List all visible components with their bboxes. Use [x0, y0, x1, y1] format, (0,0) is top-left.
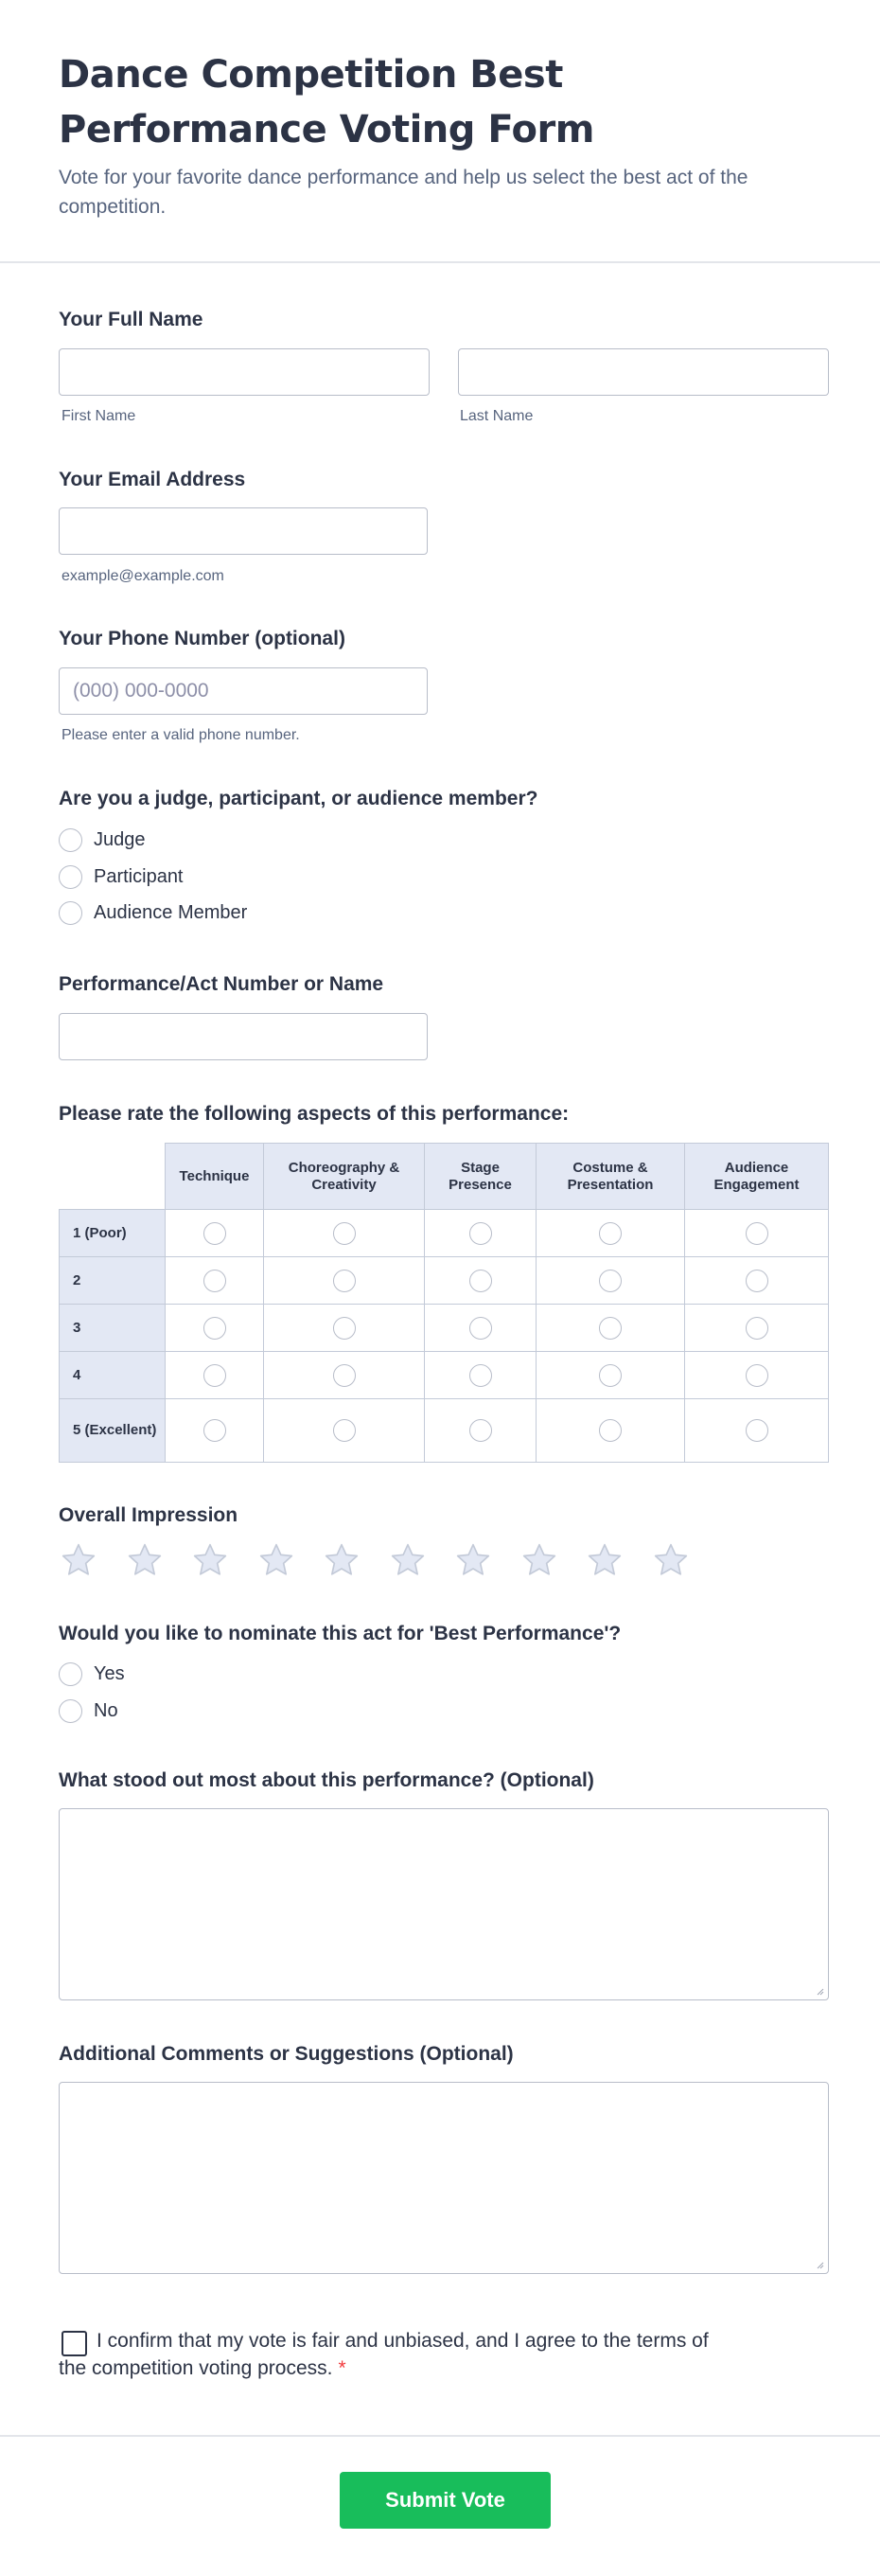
- consent-label: I confirm that my vote is fair and unbiased, and I agree to the terms of the competition voting process.: [59, 2330, 709, 2379]
- star-icon[interactable]: [453, 1541, 493, 1579]
- phone-label: Your Phone Number (optional): [59, 628, 345, 649]
- star-icon[interactable]: [651, 1541, 691, 1579]
- matrix-radio[interactable]: [203, 1270, 226, 1292]
- matrix-cell[interactable]: [264, 1210, 425, 1257]
- radio-label: Audience Member: [94, 902, 248, 923]
- star-icon[interactable]: [519, 1541, 559, 1579]
- matrix-radio[interactable]: [746, 1364, 768, 1387]
- phone-sublabel: Please enter a valid phone number.: [62, 727, 300, 743]
- matrix-cell[interactable]: [685, 1257, 829, 1305]
- matrix-col-stage-presence: Stage Presence: [425, 1144, 537, 1210]
- resize-grip-icon[interactable]: [815, 1986, 824, 1996]
- consent-text: [59, 2327, 740, 2382]
- matrix-radio[interactable]: [333, 1270, 356, 1292]
- matrix-cell[interactable]: [425, 1210, 537, 1257]
- matrix-col-costume: Costume & Presentation: [537, 1144, 685, 1210]
- act-label: Performance/Act Number or Name: [59, 973, 384, 995]
- star-icon[interactable]: [59, 1541, 98, 1579]
- phone-input[interactable]: [59, 667, 428, 715]
- matrix-cell[interactable]: [425, 1305, 537, 1352]
- matrix-row-2: [60, 1257, 829, 1305]
- first-name-sublabel: First Name: [62, 408, 136, 424]
- last-name-input[interactable]: [458, 348, 829, 396]
- matrix-cell[interactable]: [537, 1305, 685, 1352]
- matrix-row-label: 1 (Poor): [60, 1210, 166, 1257]
- matrix-corner: [60, 1144, 166, 1210]
- email-sublabel: example@example.com: [62, 568, 224, 584]
- matrix-radio[interactable]: [746, 1419, 768, 1442]
- matrix-col-technique: Technique: [166, 1144, 264, 1210]
- email-label: Your Email Address: [59, 469, 246, 490]
- matrix-row-label: 3: [60, 1305, 166, 1352]
- nominate-label: Would you like to nominate this act for 'Best Performance'?: [59, 1623, 622, 1644]
- star-icon[interactable]: [190, 1541, 230, 1579]
- matrix-cell[interactable]: [264, 1352, 425, 1399]
- radio-label: No: [94, 1700, 118, 1721]
- matrix-cell[interactable]: [264, 1305, 425, 1352]
- submit-button[interactable]: Submit Vote: [340, 2472, 551, 2529]
- matrix-radio[interactable]: [746, 1317, 768, 1340]
- matrix-cell[interactable]: [537, 1352, 685, 1399]
- first-name-input[interactable]: [59, 348, 430, 396]
- matrix-cell[interactable]: [166, 1210, 264, 1257]
- form-description: Vote for your favorite dance performance and help us select the best act of the competition.: [59, 167, 748, 218]
- matrix-cell[interactable]: [166, 1305, 264, 1352]
- matrix-radio[interactable]: [203, 1419, 226, 1442]
- form-title: Dance Competition Best Performance Voting Form: [59, 53, 594, 151]
- matrix-radio[interactable]: [469, 1270, 492, 1292]
- matrix-radio[interactable]: [469, 1317, 492, 1340]
- matrix-cell[interactable]: [166, 1352, 264, 1399]
- matrix-cell[interactable]: [425, 1257, 537, 1305]
- matrix-radio[interactable]: [599, 1419, 622, 1442]
- matrix-radio[interactable]: [469, 1419, 492, 1442]
- email-input[interactable]: [59, 507, 428, 555]
- matrix-cell[interactable]: [537, 1210, 685, 1257]
- matrix-cell[interactable]: [537, 1257, 685, 1305]
- nominate-option-yes[interactable]: [59, 1662, 125, 1686]
- standout-label: What stood out most about this performance? (Optional): [59, 1769, 594, 1791]
- matrix-cell[interactable]: [264, 1257, 425, 1305]
- impression-label: Overall Impression: [59, 1504, 238, 1526]
- star-icon[interactable]: [388, 1541, 428, 1579]
- matrix-cell[interactable]: [425, 1352, 537, 1399]
- comments-textarea[interactable]: [59, 2082, 829, 2274]
- matrix-radio[interactable]: [599, 1270, 622, 1292]
- role-option-participant[interactable]: [59, 865, 184, 889]
- matrix-cell[interactable]: [166, 1399, 264, 1463]
- matrix-row-5: [60, 1399, 829, 1463]
- matrix-row-3: [60, 1305, 829, 1352]
- footer-divider: [0, 2435, 880, 2437]
- radio-button[interactable]: [59, 1662, 82, 1686]
- matrix-cell[interactable]: [166, 1257, 264, 1305]
- comments-label: Additional Comments or Suggestions (Optional): [59, 2043, 514, 2065]
- role-option-audience[interactable]: [59, 901, 247, 925]
- radio-button[interactable]: [59, 1699, 82, 1723]
- matrix-cell[interactable]: [264, 1399, 425, 1463]
- matrix-cell[interactable]: [685, 1352, 829, 1399]
- matrix-col-choreography: Choreography & Creativity: [264, 1144, 425, 1210]
- rating-matrix: [59, 1143, 829, 1463]
- matrix-radio[interactable]: [333, 1317, 356, 1340]
- star-icon[interactable]: [256, 1541, 296, 1579]
- standout-textarea[interactable]: [59, 1808, 829, 2000]
- star-icon[interactable]: [585, 1541, 625, 1579]
- matrix-row-4: [60, 1352, 829, 1399]
- matrix-row-label: 4: [60, 1352, 166, 1399]
- matrix-radio[interactable]: [746, 1222, 768, 1245]
- form-header: [0, 0, 880, 263]
- role-label: Are you a judge, participant, or audience member?: [59, 788, 538, 809]
- matrix-radio[interactable]: [469, 1222, 492, 1245]
- matrix-cell[interactable]: [537, 1399, 685, 1463]
- matrix-radio[interactable]: [746, 1270, 768, 1292]
- radio-label: Yes: [94, 1663, 125, 1684]
- matrix-radio[interactable]: [469, 1364, 492, 1387]
- matrix-radio[interactable]: [333, 1364, 356, 1387]
- matrix-radio[interactable]: [333, 1222, 356, 1245]
- radio-button[interactable]: [59, 865, 82, 889]
- radio-label: Judge: [94, 829, 146, 850]
- matrix-row-label: 2: [60, 1257, 166, 1305]
- radio-label: Participant: [94, 866, 184, 887]
- star-icon[interactable]: [322, 1541, 361, 1579]
- matrix-radio[interactable]: [333, 1419, 356, 1442]
- matrix-row-label: 5 (Excellent): [60, 1399, 166, 1463]
- last-name-sublabel: Last Name: [460, 408, 534, 424]
- star-icon[interactable]: [125, 1541, 165, 1579]
- matrix-cell[interactable]: [685, 1210, 829, 1257]
- rating-label: Please rate the following aspects of this performance:: [59, 1103, 570, 1125]
- matrix-radio[interactable]: [203, 1222, 226, 1245]
- matrix-cell[interactable]: [425, 1399, 537, 1463]
- radio-button[interactable]: [59, 828, 82, 852]
- role-option-judge[interactable]: [59, 828, 146, 852]
- matrix-radio[interactable]: [599, 1222, 622, 1245]
- matrix-row-1: [60, 1210, 829, 1257]
- matrix-radio[interactable]: [203, 1317, 226, 1340]
- matrix-cell[interactable]: [685, 1399, 829, 1463]
- matrix-radio[interactable]: [203, 1364, 226, 1387]
- matrix-cell[interactable]: [685, 1305, 829, 1352]
- resize-grip-icon[interactable]: [815, 2260, 824, 2269]
- matrix-radio[interactable]: [599, 1317, 622, 1340]
- act-input[interactable]: [59, 1013, 428, 1060]
- radio-button[interactable]: [59, 901, 82, 925]
- matrix-col-audience: Audience Engagement: [685, 1144, 829, 1210]
- required-asterisk: *: [338, 2357, 346, 2379]
- star-rating: [59, 1541, 716, 1579]
- nominate-option-no[interactable]: [59, 1699, 118, 1723]
- matrix-radio[interactable]: [599, 1364, 622, 1387]
- full-name-label: Your Full Name: [59, 309, 203, 330]
